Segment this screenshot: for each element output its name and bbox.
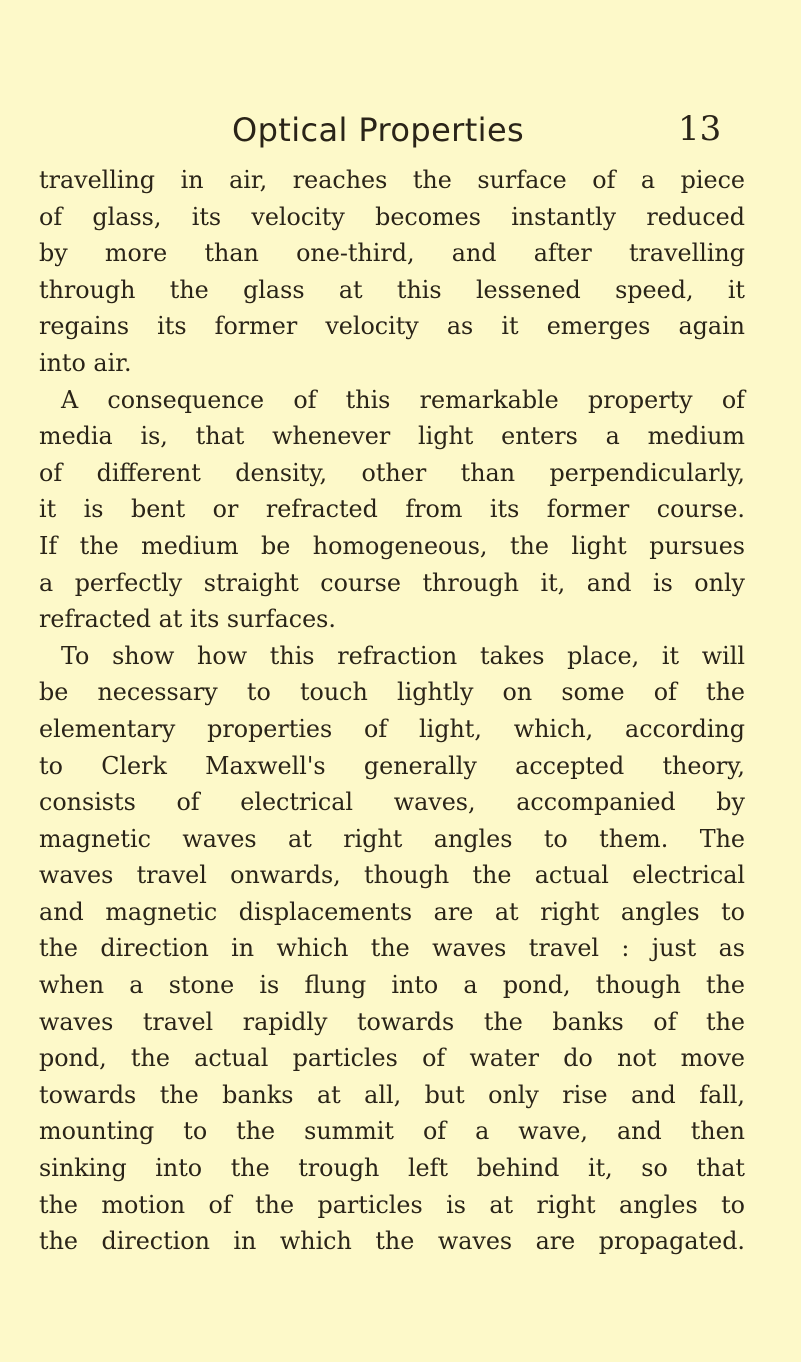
text-line: the motion of the particles is at right angles to: [39, 1190, 745, 1219]
text-line: pond, the actual particles of water do not move: [39, 1044, 745, 1073]
text-line: when a stone is flung into a pond, though the: [39, 971, 745, 1000]
body-text: [39, 162, 745, 1260]
text-line: mounting to the summit of a wave, and then: [39, 1117, 745, 1146]
text-line: be necessary to touch lightly on some of the: [39, 678, 745, 707]
text-line: waves travel rapidly towards the banks of the: [39, 1007, 745, 1036]
page-number: 13: [678, 109, 722, 149]
text-line: refracted at its surfaces.: [39, 605, 336, 634]
running-head: [0, 111, 801, 161]
text-line: through the glass at this lessened speed, it: [39, 275, 745, 304]
running-title: Optical Properties: [232, 111, 525, 149]
text-line: it is bent or refracted from its former course.: [39, 495, 745, 524]
text-line: travelling in air, reaches the surface of a piece: [39, 166, 745, 194]
text-line: A consequence of this remarkable property of: [61, 385, 745, 414]
text-line: consists of electrical waves, accompanied by: [39, 788, 745, 817]
text-line: the direction in which the waves travel : just as: [39, 934, 745, 963]
text-line: elementary properties of light, which, according: [39, 714, 745, 743]
text-line: into air.: [39, 348, 132, 377]
text-line: towards the banks at all, but only rise and fall,: [39, 1080, 745, 1109]
text-line: a perfectly straight course through it, and is only: [39, 568, 745, 597]
text-line: media is, that whenever light enters a medium: [39, 422, 745, 451]
text-line: To show how this refraction takes place, it will: [61, 641, 745, 670]
text-line: waves travel onwards, though the actual electrical: [39, 861, 745, 890]
text-line: sinking into the trough left behind it, so that: [39, 1154, 745, 1183]
text-line: by more than one-third, and after travelling: [39, 239, 745, 268]
text-line: and magnetic displacements are at right angles to: [39, 897, 745, 926]
text-line: If the medium be homogeneous, the light pursues: [39, 531, 745, 560]
text-line: of different density, other than perpendicularly,: [39, 458, 745, 487]
text-line: to Clerk Maxwell's generally accepted theory,: [39, 751, 745, 780]
text-line: of glass, its velocity becomes instantly reduced: [39, 202, 745, 231]
text-line: regains its former velocity as it emerges again: [39, 312, 745, 341]
text-line: the direction in which the waves are propagated.: [39, 1227, 745, 1256]
text-line: magnetic waves at right angles to them. The: [39, 824, 745, 853]
